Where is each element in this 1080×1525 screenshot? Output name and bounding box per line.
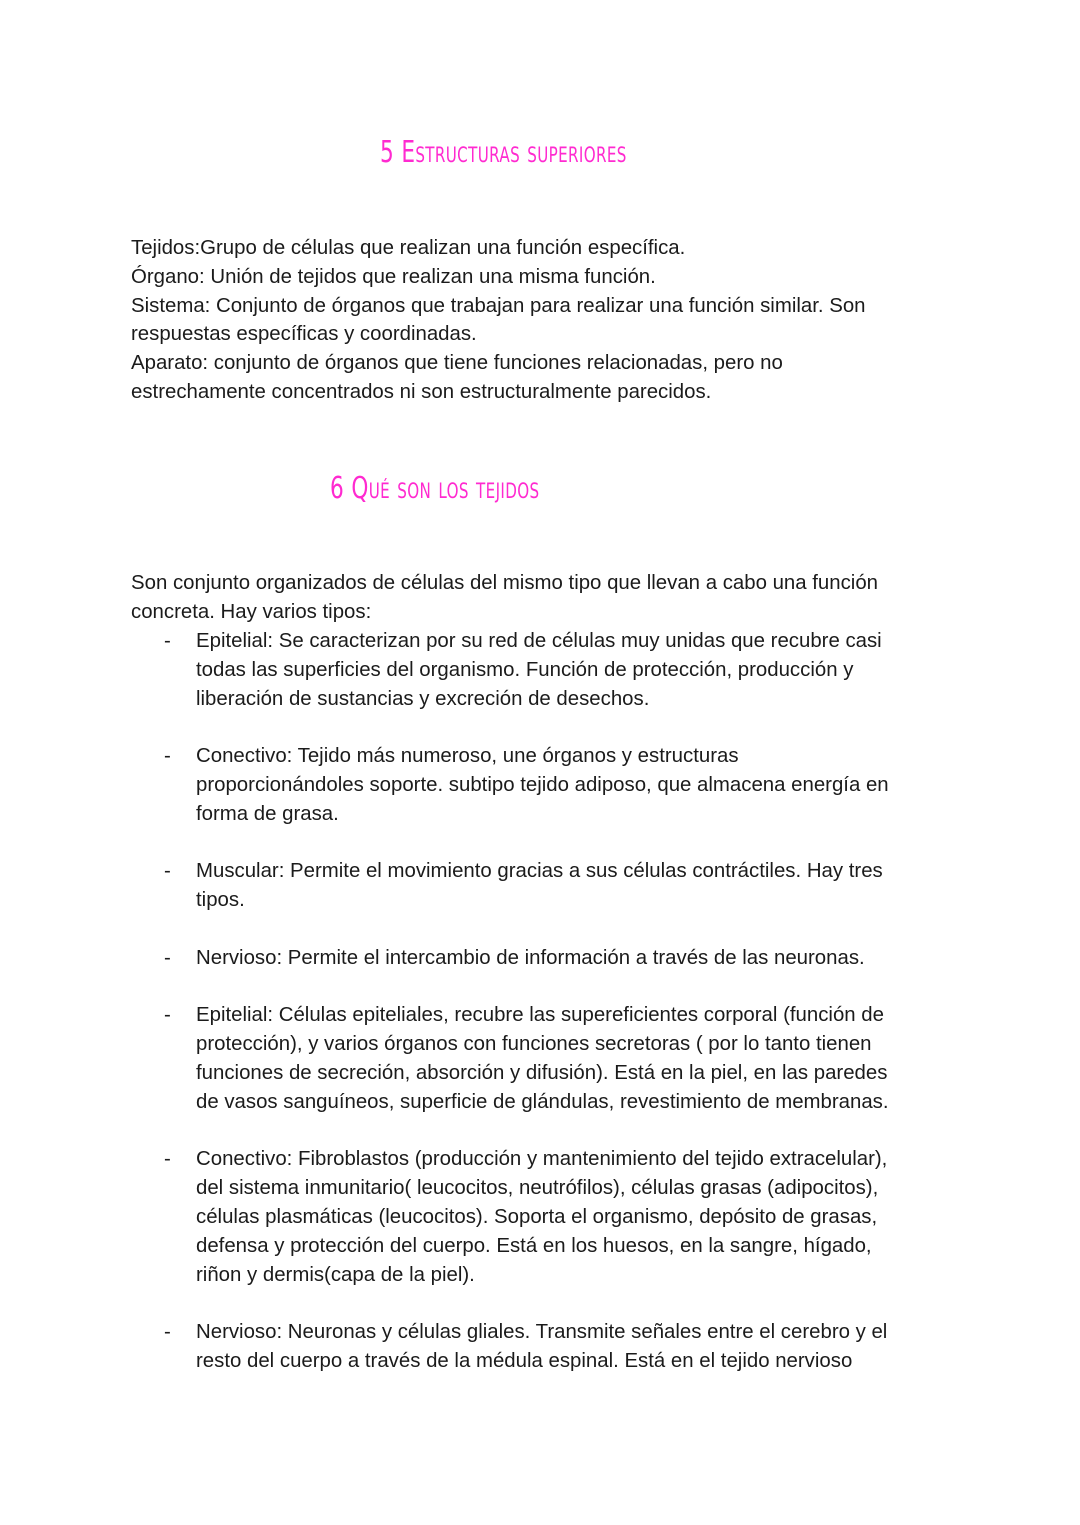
definition-line: respuestas específicas y coordinadas. xyxy=(131,323,477,346)
list-item xyxy=(131,944,971,973)
tejidos-intro-paragraph xyxy=(131,569,951,627)
list-item xyxy=(131,742,971,828)
list-item-line: Conectivo: Fibroblastos (producción y mantenimiento del tejido extracelular), xyxy=(196,1148,888,1171)
intro-line: concreta. Hay varios tipos: xyxy=(131,600,372,623)
definitions-paragraph xyxy=(131,234,951,407)
bullet-dash: - xyxy=(164,1321,171,1344)
tissue-types-list xyxy=(131,627,971,1405)
list-item-line: Muscular: Permite el movimiento gracias a sus células contráctiles. Hay tres xyxy=(196,860,883,883)
list-item-line: defensa y protección del cuerpo. Está en los huesos, en la sangre, hígado, xyxy=(196,1234,872,1257)
list-item-line: riñon y dermis(capa de la piel). xyxy=(196,1263,475,1286)
definition-line: Órgano: Unión de tejidos que realizan una misma función. xyxy=(131,265,656,288)
list-item-line: del sistema inmunitario( leucocitos, neutrófilos), células grasas (adipocitos), xyxy=(196,1177,879,1200)
list-item-line: forma de grasa. xyxy=(196,802,339,825)
bullet-dash: - xyxy=(164,630,171,652)
list-item-line: liberación de sustancias y excreción de desechos. xyxy=(196,687,650,710)
list-item xyxy=(131,1145,971,1289)
bullet-dash: - xyxy=(164,745,171,768)
list-item-line: protección), y varios órganos con funciones secretoras ( por lo tanto tienen xyxy=(196,1033,872,1056)
bullet-dash: - xyxy=(164,946,171,969)
bullet-dash: - xyxy=(164,860,171,883)
section-heading-tejidos: 6 Qué son los tejidos xyxy=(330,471,540,506)
list-item-line: resto del cuerpo a través de la médula espinal. Está en el tejido nervioso xyxy=(196,1349,853,1372)
list-item-line: Conectivo: Tejido más numeroso, une órganos y estructuras xyxy=(196,745,739,768)
list-item-line: células plasmáticas (leucocitos). Soporta el organismo, depósito de grasas, xyxy=(196,1205,878,1228)
list-item xyxy=(131,857,971,915)
list-item-line: Nervioso: Permite el intercambio de información a través de las neuronas. xyxy=(196,946,865,969)
list-item-line: todas las superficies del organismo. Función de protección, producción y xyxy=(196,658,854,681)
list-item xyxy=(131,1318,971,1376)
definition-line: Aparato: conjunto de órganos que tiene funciones relacionadas, pero no xyxy=(131,352,783,375)
bullet-dash: - xyxy=(164,1148,171,1171)
list-item xyxy=(131,1001,971,1116)
intro-line: Son conjunto organizados de células del mismo tipo que llevan a cabo una función xyxy=(131,572,879,594)
list-item-line: proporcionándoles soporte. subtipo tejido adiposo, que almacena energía en xyxy=(196,773,889,796)
definition-line: Tejidos:Grupo de células que realizan una función específica. xyxy=(131,237,686,259)
list-item-line: de vasos sanguíneos, superficie de glándulas, revestimiento de membranas. xyxy=(196,1090,889,1113)
list-item-line: tipos. xyxy=(196,889,245,912)
list-item-line: funciones de secreción, absorción y difusión). Está en la piel, en las paredes xyxy=(196,1061,888,1084)
list-item-line: Epitelial: Células epiteliales, recubre las supereficientes corporal (función de xyxy=(196,1004,884,1027)
bullet-dash: - xyxy=(164,1004,171,1027)
definition-line: Sistema: Conjunto de órganos que trabajan para realizar una función similar. Son xyxy=(131,294,866,317)
section-heading-estructuras: 5 Estructuras superiores xyxy=(380,135,627,170)
definition-line: estrechamente concentrados ni son estructuralmente parecidos. xyxy=(131,380,712,403)
list-item-line: Epitelial: Se caracterizan por su red de células muy unidas que recubre casi xyxy=(196,630,882,652)
list-item xyxy=(131,627,971,713)
list-item-line: Nervioso: Neuronas y células gliales. Transmite señales entre el cerebro y el xyxy=(196,1321,888,1344)
